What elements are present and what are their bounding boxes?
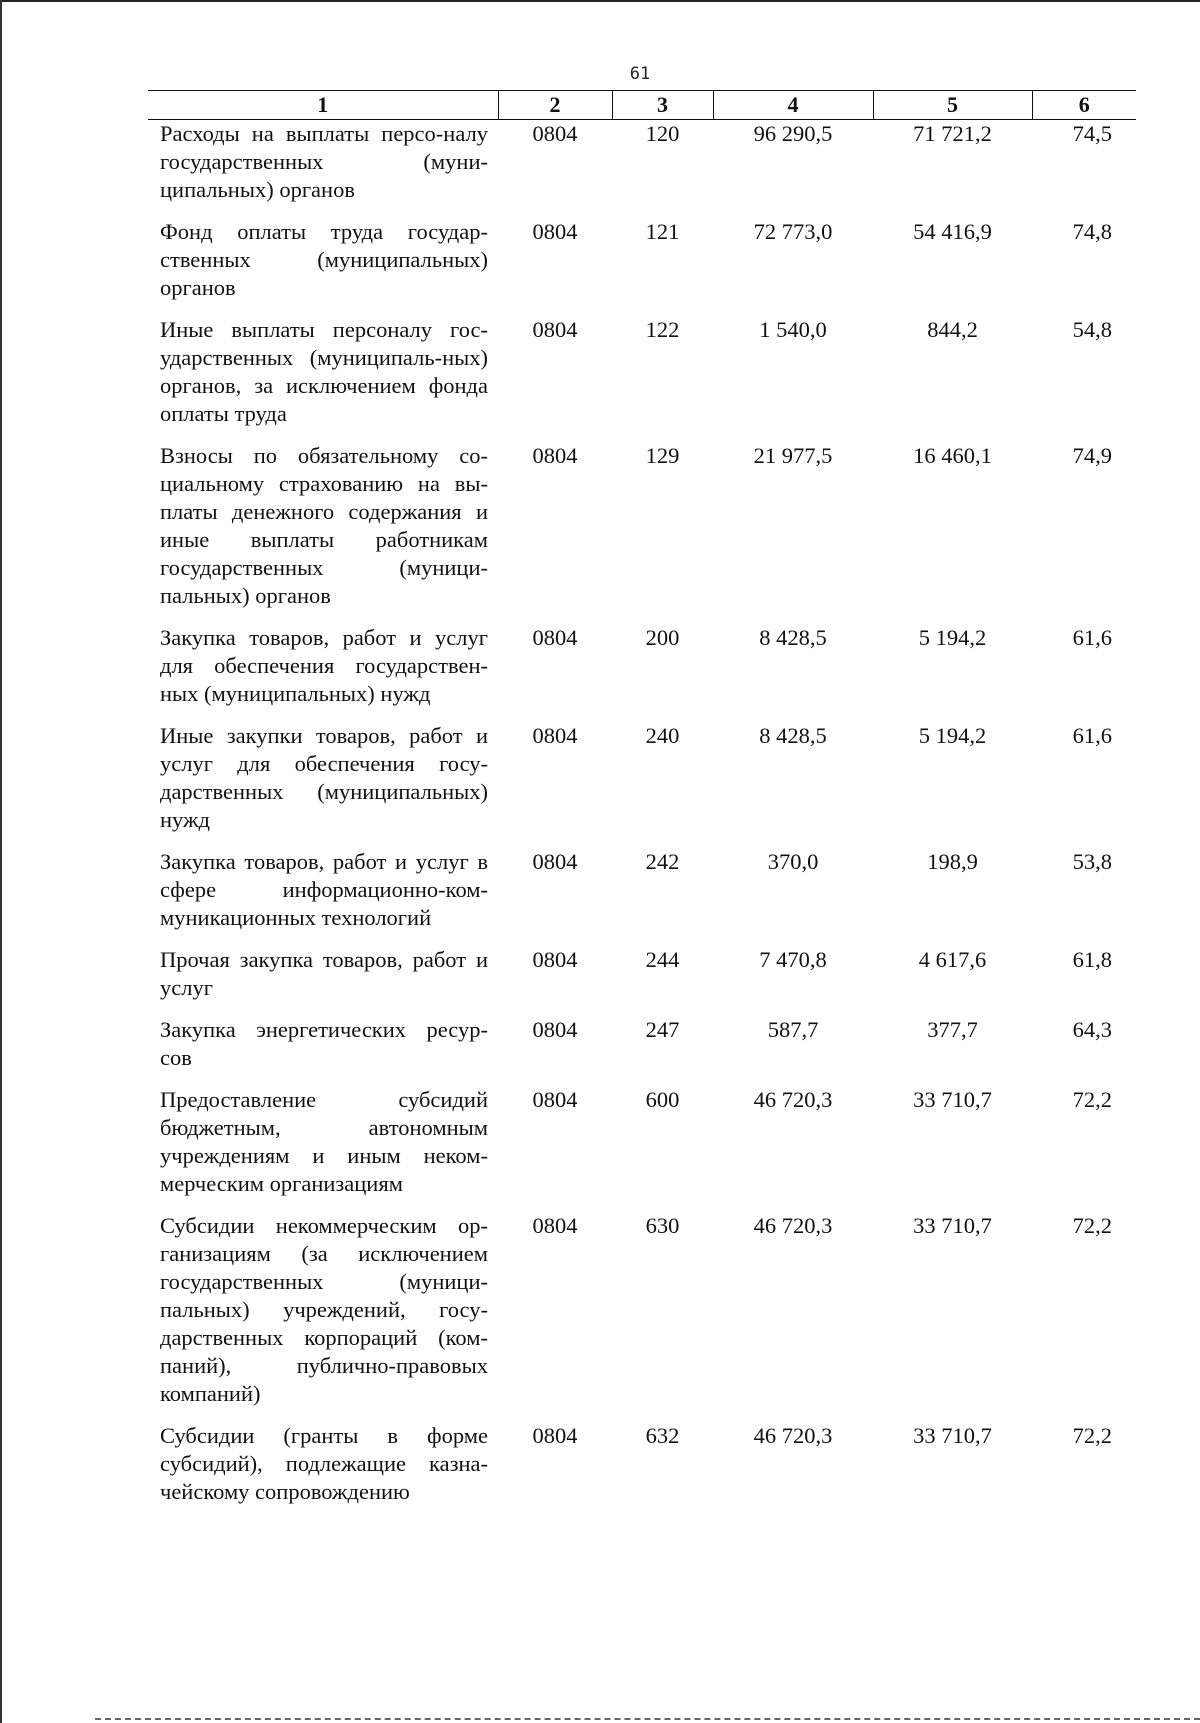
row-section-code: 0804 [532,849,578,874]
row-name: Расходы на выплаты персо-налу государственных (муни-ципальных) органов [160,121,488,202]
table-row [148,442,1136,624]
table-row [148,1212,1136,1422]
row-section-code: 0804 [532,443,578,468]
table-row [148,1086,1136,1212]
row-expense-type: 200 [645,625,680,650]
row-value-col5: 33 710,7 [913,1213,992,1238]
row-expense-type: 121 [645,219,680,244]
row-percent: 61,6 [1072,625,1112,650]
row-section-code: 0804 [532,121,578,146]
table-row [148,316,1136,442]
scan-edge-bottom [95,1718,1200,1720]
row-expense-type: 242 [645,849,680,874]
column-header-6: 6 [1032,91,1136,120]
row-section-code: 0804 [532,625,578,650]
row-value-col4: 1 540,0 [759,317,827,342]
table-body [148,120,1136,1507]
row-section-code: 0804 [532,1087,578,1112]
row-value-col4: 46 720,3 [753,1213,833,1238]
column-header-1: 1 [148,91,498,120]
row-expense-type: 600 [645,1087,680,1112]
table-row [148,946,1136,1016]
row-expense-type: 129 [645,443,680,468]
row-value-col5: 33 710,7 [913,1423,992,1448]
row-value-col4: 46 720,3 [753,1087,833,1112]
row-name: Закупка товаров, работ и услуг для обеспечения государствен-ных (муниципальных) нужд [160,625,488,706]
row-expense-type: 630 [645,1213,680,1238]
row-value-col5: 71 721,2 [913,121,992,146]
row-value-col4: 72 773,0 [753,219,833,244]
row-value-col4: 21 977,5 [753,443,833,468]
row-section-code: 0804 [532,1017,578,1042]
row-name: Субсидии (гранты в форме субсидий), подлежащие казна-чейскому сопровождению [160,1423,488,1504]
row-percent: 72,2 [1072,1213,1112,1238]
table-row [148,722,1136,848]
row-expense-type: 240 [645,723,680,748]
header-row [148,91,1136,120]
page-number: 61 [629,64,651,84]
row-name: Взносы по обязательному со-циальному страхованию на вы-платы денежного содержания и иные выплаты работникам государственных (муници-пальных) органов [160,443,488,608]
row-name: Иные закупки товаров, работ и услуг для обеспечения госу-дарственных (муниципальных) нужд [160,723,488,832]
row-name: Закупка энергетических ресур-сов [160,1017,488,1070]
row-value-col4: 8 428,5 [759,625,827,650]
row-value-col5: 33 710,7 [913,1087,992,1112]
row-name: Прочая закупка товаров, работ и услуг [160,947,488,1000]
table-row [148,120,1136,219]
row-expense-type: 122 [645,317,680,342]
row-value-col5: 198,9 [927,849,978,874]
column-header-2: 2 [498,91,612,120]
row-value-col5: 5 194,2 [918,625,987,650]
row-value-col4: 587,7 [767,1017,819,1042]
row-value-col5: 377,7 [927,1017,978,1042]
table-row [148,624,1136,722]
row-section-code: 0804 [532,947,578,972]
table-row [148,1422,1136,1506]
column-header-5: 5 [873,91,1032,120]
row-percent: 72,2 [1072,1423,1112,1448]
row-name: Закупка товаров, работ и услуг в сфере информационно-ком-муникационных технологий [160,849,488,930]
row-percent: 74,5 [1072,121,1112,146]
row-name: Иные выплаты персоналу гос-ударственных (муниципаль-ных) органов, за исключением фонда оплаты труда [160,317,488,426]
row-percent: 64,3 [1072,1017,1112,1042]
column-header-4: 4 [713,91,873,120]
row-value-col5: 5 194,2 [918,723,987,748]
row-value-col4: 370,0 [767,849,819,874]
row-section-code: 0804 [532,1213,578,1238]
row-percent: 72,2 [1072,1087,1112,1112]
row-value-col5: 4 617,6 [918,947,987,972]
budget-table [148,90,1136,1506]
row-value-col5: 844,2 [927,317,978,342]
row-percent: 61,6 [1072,723,1112,748]
row-expense-type: 632 [645,1423,680,1448]
row-value-col4: 46 720,3 [753,1423,833,1448]
table-row [148,218,1136,316]
column-header-3: 3 [612,91,713,120]
table-row [148,848,1136,946]
row-value-col4: 96 290,5 [753,121,833,146]
scan-edge-top [0,0,1200,2]
row-section-code: 0804 [532,219,578,244]
row-percent: 54,8 [1072,317,1112,342]
table-header [148,91,1136,120]
row-section-code: 0804 [532,723,578,748]
row-expense-type: 120 [645,121,680,146]
row-percent: 74,8 [1072,219,1112,244]
row-name: Предоставление субсидий бюджетным, автономным учреждениям и иным неком-мерческим организациям [160,1087,488,1196]
table-row [148,1016,1136,1086]
row-section-code: 0804 [532,317,578,342]
scan-edge-left [0,0,2,1723]
row-value-col4: 8 428,5 [759,723,827,748]
row-expense-type: 247 [645,1017,680,1042]
row-section-code: 0804 [532,1423,578,1448]
row-name: Фонд оплаты труда государ-ственных (муниципальных) органов [160,219,488,300]
row-percent: 61,8 [1072,947,1112,972]
row-percent: 74,9 [1072,443,1112,468]
row-value-col5: 16 460,1 [913,443,992,468]
row-percent: 53,8 [1072,849,1112,874]
row-value-col5: 54 416,9 [913,219,992,244]
row-expense-type: 244 [645,947,680,972]
row-value-col4: 7 470,8 [759,947,827,972]
row-name: Субсидии некоммерческим ор-ганизациям (за исключением государственных (муници-пальных) учреждений, госу-дарственных корпораций (ком-паний), публично-правовых компаний) [160,1213,488,1406]
